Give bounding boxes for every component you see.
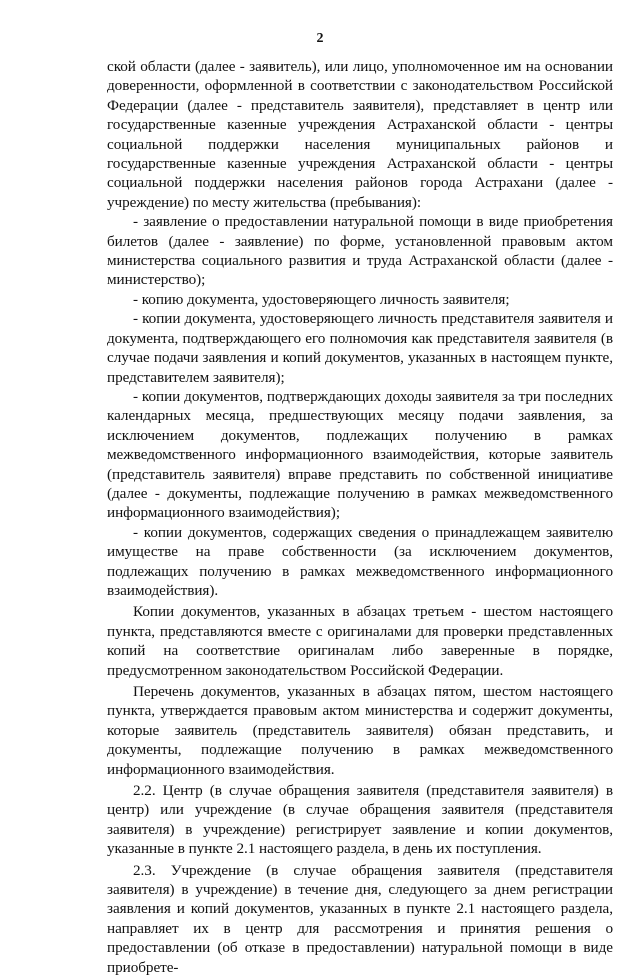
paragraph-2: - заявление о предоставлении натуральной помощи в виде приобретения билетов (далее - заявление) по форме, установленной правовым актом министерства социального развития и труда Астраханской области (далее - министерство); [107, 213, 613, 289]
paragraph-3: - копию документа, удостоверяющего личность заявителя; [133, 290, 510, 308]
page-number: 2 [316, 31, 324, 46]
paragraph-9: 2.2. Центр (в случае обращения заявителя (представителя заявителя) в центр) или учреждение (в случае обращения заявителя (представителя заявителя) в учреждение) регистрирует заявление и копии документов, указанные в пункте 2.1 настоящего раздела, в день их поступления. [107, 782, 613, 858]
paragraph-8: Перечень документов, указанных в абзацах пятом, шестом настоящего пункта, утверждается правовым актом министерства и содержит документы, которые заявитель (представитель заявителя) обязан представить, и документы, подлежащие получению в рамках межведомственного информационного взаимодействия. [107, 683, 613, 778]
document-body [107, 57, 613, 977]
paragraph-5: - копии документов, подтверждающих доходы заявителя за три последних календарных месяца, предшествующих месяцу подачи заявления, за исключением документов, подлежащих получению в рамках межведомственного информационного взаимодействия, которые заявитель (представитель заявителя) вправе представить по собственной инициативе (далее - документы, подлежащие получению в рамках межведомственного информационного взаимодействия); [107, 387, 613, 522]
paragraph-10: 2.3. Учреждение (в случае обращения заявителя (представителя заявителя) в учреждение) в течение дня, следующего за днем регистрации заявления и копий документов, указанных в пункте 2.1 настоящего раздела, направляет их в центр для рассмотрения и принятия решения о предоставлении (об отказе в предоставлении) натуральной помощи в виде приобрете- [107, 861, 613, 976]
paragraph-6: - копии документов, содержащих сведения о принадлежащем заявителю имуществе на праве собственности (за исключением документов, подлежащих получению в рамках межведомственного информационного взаимодействия). [107, 523, 613, 599]
paragraph-7: Копии документов, указанных в абзацах третьем - шестом настоящего пункта, представляются вместе с оригиналами для проверки представленных копий на соответствие оригиналам либо заверенные в порядке, предусмотренном законодательством Российской Федерации. [107, 603, 613, 679]
paragraph-4: - копии документа, удостоверяющего личность представителя заявителя и документа, подтверждающего его полномочия как представителя заявителя (в случае подачи заявления и копий документов, указанных в настоящем пункте, представителем заявителя); [107, 310, 613, 386]
paragraph-1: ской области (далее - заявитель), или лицо, уполномоченное им на основании доверенности, оформленной в соответствии с законодательством Российской Федерации (далее - представитель заявителя), представляет в центр или государственные казенные учреждения Астраханской области - центры социальной поддержки населения муниципальных районов и государственные казенные учреждения Астраханской области - центры социальной поддержки населения районов города Астрахани (далее - учреждение) по месту жительства (пребывания): [107, 58, 613, 211]
